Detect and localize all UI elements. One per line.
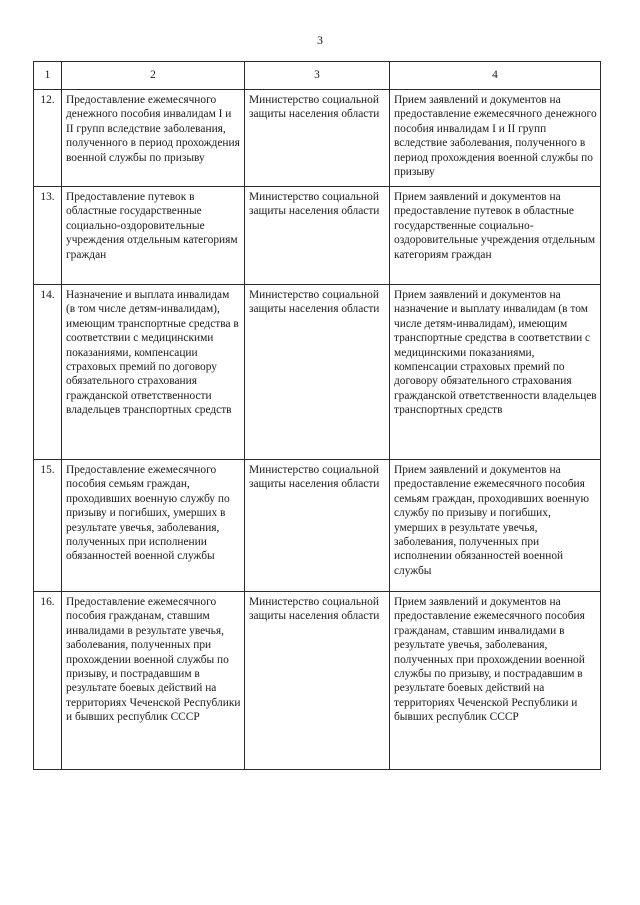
row-number: 15. xyxy=(34,460,62,592)
services-table xyxy=(33,61,601,770)
service-description: Прием заявлений и документов на предоставление путевок в областные государственные социально-оздоровительные учреждения отдельным категориям граждан xyxy=(390,187,601,285)
row-number: 16. xyxy=(34,592,62,770)
ministry-name: Министерство социальной защиты населения области xyxy=(245,285,390,460)
table-row xyxy=(34,460,601,592)
service-description: Прием заявлений и документов на предоставление ежемесячного пособия семьям граждан, проходивших военную службу по призыву и погибших, умерших в результате увечья, заболевания, полученных при исполнении обязанностей военной службы xyxy=(390,460,601,592)
ministry-name: Министерство социальной защиты населения области xyxy=(245,90,390,187)
row-number: 13. xyxy=(34,187,62,285)
header-col-3: 3 xyxy=(245,62,390,90)
ministry-name: Министерство социальной защиты населения области xyxy=(245,187,390,285)
table-row xyxy=(34,285,601,460)
page-number: 3 xyxy=(317,33,323,47)
table-row xyxy=(34,90,601,187)
header-col-4: 4 xyxy=(390,62,601,90)
service-name: Предоставление ежемесячного денежного пособия инвалидам I и II групп вследствие заболевания, полученного в период прохождения военной службы по призыву xyxy=(62,90,245,187)
service-name: Предоставление путевок в областные государственные социально-оздоровительные учреждения отдельным категориям граждан xyxy=(62,187,245,285)
ministry-name: Министерство социальной защиты населения области xyxy=(245,592,390,770)
service-description: Прием заявлений и документов на предоставление ежемесячного денежного пособия инвалидам I и II групп вследствие заболевания, полученного в период прохождения военной службы по призыву xyxy=(390,90,601,187)
service-name: Назначение и выплата инвалидам (в том числе детям-инвалидам), имеющим транспортные средства в соответствии с медицинскими показаниями, компенсации страховых премий по договору обязательного страхования гражданской ответственности владельцев транспортных средств xyxy=(62,285,245,460)
ministry-name: Министерство социальной защиты населения области xyxy=(245,460,390,592)
service-description: Прием заявлений и документов на назначение и выплату инвалидам (в том числе детям-инвалидам), имеющим транспортные средства в соответствии с медицинскими показаниями, компенсации страховых премий по договору обязательного страхования гражданской ответственности владельцев транспортных средств xyxy=(390,285,601,460)
header-col-2: 2 xyxy=(62,62,245,90)
table-row xyxy=(34,187,601,285)
service-name: Предоставление ежемесячного пособия семьям граждан, проходивших военную службу по призыву и погибших, умерших в результате увечья, заболевания, полученных при исполнении обязанностей военной службы xyxy=(62,460,245,592)
row-number: 14. xyxy=(34,285,62,460)
row-number: 12. xyxy=(34,90,62,187)
service-description: Прием заявлений и документов на предоставление ежемесячного пособия гражданам, ставшим инвалидами в результате увечья, заболевания, полученных при прохождении военной службы по призыву, и пострадавшим в результате боевых действий на территориях Чеченской Республики и бывших республик СССР xyxy=(390,592,601,770)
header-col-1: 1 xyxy=(34,62,62,90)
service-name: Предоставление ежемесячного пособия гражданам, ставшим инвалидами в результате увечья, заболевания, полученных при прохождении военной службы по призыву, и пострадавшим в результате боевых действий на территориях Чеченской Республики и бывших республик СССР xyxy=(62,592,245,770)
table-row xyxy=(34,592,601,770)
table-header-row xyxy=(34,62,601,90)
